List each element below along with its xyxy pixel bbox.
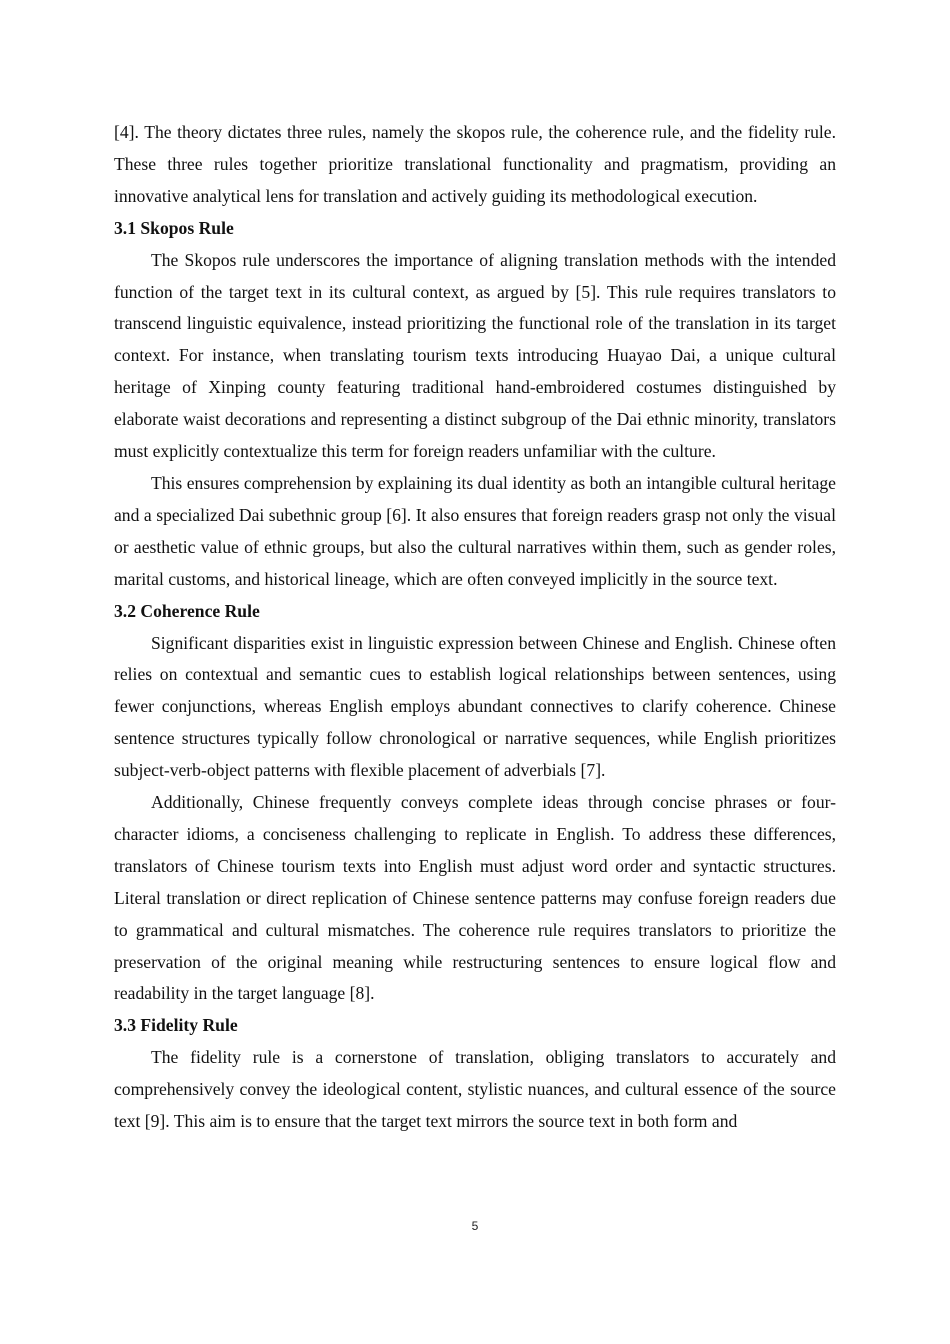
paragraph-skopos-1: The Skopos rule underscores the importance of aligning translation methods with the intended function of the target text in its cultural context, as argued by [5]. This rule requires translators to transcend linguistic equivalence, instead prioritizing the functional role of the translation in its target context. For instance, when translating tourism texts introducing Huayao Dai, a unique cultural heritage of Xinping county featuring traditional hand-embroidered costumes distinguished by elaborate waist decorations and representing a distinct subgroup of the Dai ethnic minority, translators must explicitly contextualize this term for foreign readers unfamiliar with the culture. (114, 249, 836, 462)
page-number: 5 (471, 1219, 479, 1233)
paragraph-coherence-2: Additionally, Chinese frequently conveys complete ideas through concise phrases or four-character idioms, a conciseness challenging to replicate in English. To address these differences, translators of Chinese tourism texts into English must adjust word order and syntactic structures. Literal translation or direct replication of Chinese sentence patterns may confuse foreign readers due to grammatical and cultural mismatches. The coherence rule requires translators to prioritize the preservation of the original meaning while restructuring sentences to ensure logical flow and readability in the target language [8]. (114, 792, 836, 1004)
heading-fidelity-rule: 3.3 Fidelity Rule (114, 1015, 238, 1036)
paragraph-skopos-2: This ensures comprehension by explaining its dual identity as both an intangible cultural heritage and a specialized Dai subethnic group [6]. It also ensures that foreign readers grasp not only the visual or aesthetic value of ethnic groups, but also the cultural narratives within them, such as gender roles, marital customs, and historical lineage, which are often conveyed implicitly in the source text. (114, 472, 836, 589)
paragraph-fidelity-1: The fidelity rule is a cornerstone of translation, obliging translators to accurately and comprehensively convey the ideological content, stylistic nuances, and cultural essence of the source text [9]. This aim is to ensure that the target text mirrors the source text in both form and (114, 1047, 836, 1132)
heading-skopos-rule: 3.1 Skopos Rule (114, 217, 234, 238)
paragraph-intro-continuation: [4]. The theory dictates three rules, namely the skopos rule, the coherence rule, and the fidelity rule. These three rules together prioritize translational functionality and pragmatism, providing an innovative analytical lens for translation and actively guiding its methodological execution. (114, 122, 836, 206)
document-page (114, 117, 836, 1138)
paragraph-coherence-1: Significant disparities exist in linguistic expression between Chinese and English. Chinese often relies on contextual and semantic cues to establish logical relationships between sentences, using fewer conjunctions, whereas English employs abundant connectives to clarify coherence. Chinese sentence structures typically follow chronological or narrative sequences, while English prioritizes subject-verb-object patterns with flexible placement of adverbials [7]. (114, 632, 836, 781)
heading-coherence-rule: 3.2 Coherence Rule (114, 600, 260, 621)
